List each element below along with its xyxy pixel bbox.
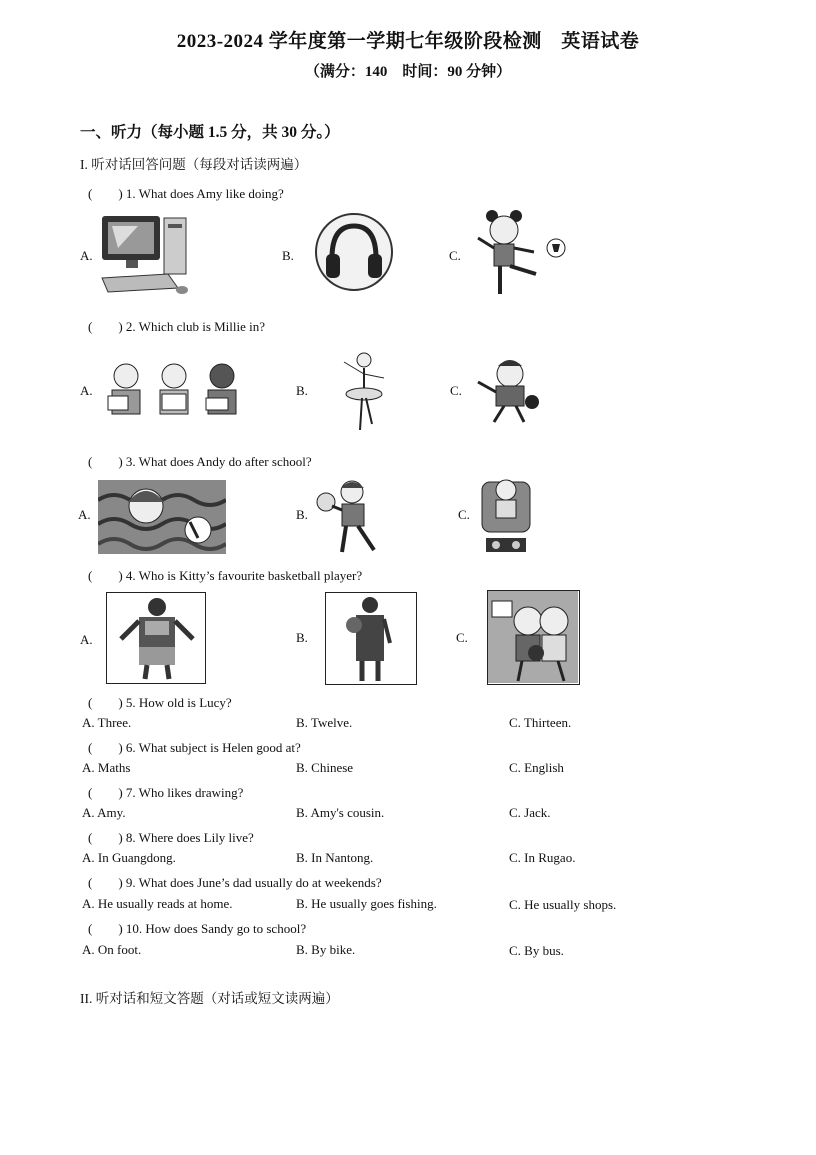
soccer-boy-picture <box>470 208 570 298</box>
question-3: ( ) 3. What does Andy do after school? <box>88 454 312 469</box>
option-b: B. Twelve. <box>296 715 353 730</box>
option-a-label: A. <box>80 248 93 263</box>
option-c: C. Thirteen. <box>509 715 572 730</box>
option-b-label: B. <box>282 248 294 263</box>
option-c: C. English <box>509 760 564 775</box>
option-a: A. Maths <box>82 760 131 775</box>
option-a: A. In Guangdong. <box>82 850 176 865</box>
option-a-label: A. <box>78 507 91 522</box>
section-heading-listening: 一、听力（每小题 1.5 分，共 30 分。） <box>80 124 340 141</box>
option-c-label: C. <box>449 248 461 263</box>
option-a-label: A. <box>80 632 93 647</box>
option-c: C. He usually shops. <box>509 897 617 912</box>
basketball-player-1-picture <box>106 592 206 684</box>
exam-subtitle: （满分：140 时间：90 分钟） <box>304 64 512 80</box>
option-a: A. He usually reads at home. <box>82 896 233 911</box>
basketball-player-2-picture <box>325 592 417 685</box>
option-b-label: B. <box>296 383 308 398</box>
question-4: ( ) 4. Who is Kitty’s favourite basketball player? <box>88 568 363 583</box>
reading-kids-picture <box>106 360 242 420</box>
headphones-picture <box>314 212 394 292</box>
part-1-instruction: I. 听对话回答问题（每段对话读两遍） <box>80 157 308 172</box>
option-c-label: C. <box>456 630 468 645</box>
question-10: ( ) 10. How does Sandy go to school? <box>88 921 307 936</box>
question-7: ( ) 7. Who likes drawing? <box>88 785 244 800</box>
option-b: B. In Nantong. <box>296 850 374 865</box>
option-c-label: C. <box>450 383 462 398</box>
option-b-label: B. <box>296 507 308 522</box>
question-1: ( ) 1. What does Amy like doing? <box>88 186 284 201</box>
option-c: C. By bus. <box>509 943 564 958</box>
cartoon-boys-picture <box>487 590 580 685</box>
volleyball-girl-picture <box>316 478 386 556</box>
option-c: C. In Rugao. <box>509 850 576 865</box>
option-c: C. Jack. <box>509 805 551 820</box>
computer-picture <box>98 212 194 296</box>
swimming-girl-picture <box>98 480 226 554</box>
option-a-label: A. <box>80 383 93 398</box>
music-armchair-picture <box>478 472 534 556</box>
option-c-label: C. <box>458 507 470 522</box>
part-2-instruction: II. 听对话和短文答题（对话或短文读两遍） <box>80 991 339 1006</box>
question-6: ( ) 6. What subject is Helen good at? <box>88 740 301 755</box>
question-5: ( ) 5. How old is Lucy? <box>88 695 232 710</box>
ballet-girl-picture <box>336 350 392 434</box>
ping-pong-picture <box>474 358 544 424</box>
option-a: A. On foot. <box>82 942 142 957</box>
option-b: B. Amy's cousin. <box>296 805 385 820</box>
question-8: ( ) 8. Where does Lily live? <box>88 830 254 845</box>
option-a: A. Amy. <box>82 805 126 820</box>
option-a: A. Three. <box>82 715 132 730</box>
exam-title: 2023-2024 学年度第一学期七年级阶段检测 英语试卷 <box>176 31 640 52</box>
question-2: ( ) 2. Which club is Millie in? <box>88 319 266 334</box>
option-b: B. By bike. <box>296 942 356 957</box>
option-b: B. He usually goes fishing. <box>296 896 437 911</box>
option-b-label: B. <box>296 630 308 645</box>
option-b: B. Chinese <box>296 760 354 775</box>
question-9: ( ) 9. What does June’s dad usually do at weekends? <box>88 875 382 890</box>
